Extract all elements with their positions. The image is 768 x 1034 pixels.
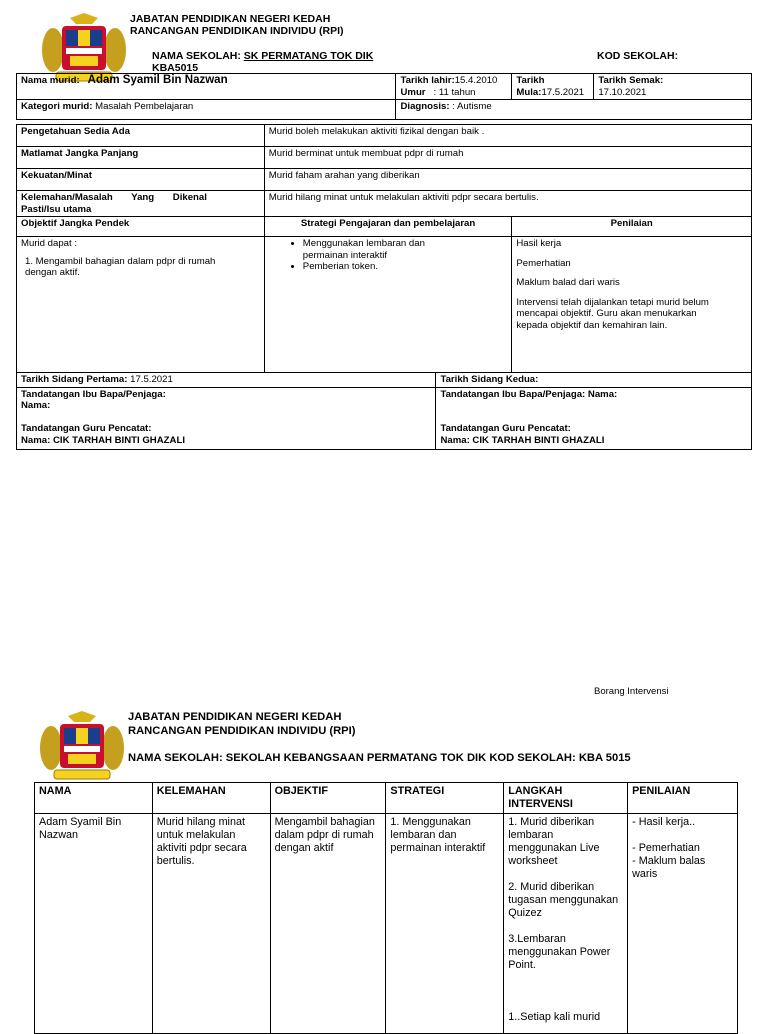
diagnosis-cell: Diagnosis: : Autisme xyxy=(396,100,752,120)
school-line: NAMA SEKOLAH: SEKOLAH KEBANGSAAN PERMATANG TOK DIK KOD SEKOLAH: KBA 5015 xyxy=(128,752,631,764)
department-title: JABATAN PENDIDIKAN NEGERI KEDAH xyxy=(130,13,331,25)
first-session-cell: Tarikh Sidang Pertama: 17.5.2021 xyxy=(17,373,436,388)
prior-knowledge-value: Murid boleh melakukan aktiviti fizikal dengan baik . xyxy=(264,125,751,147)
teacher-name: Nama: CIK TARHAH BINTI GHAZALI xyxy=(440,434,605,446)
student-name-cell: Adam Syamil Bin Nazwan xyxy=(35,814,153,1034)
objective-item: 1. Mengambil bahagian dalam pdpr di rumah dengan aktif. xyxy=(25,255,216,278)
weakness-cell: Murid hilang minat untuk melakulan aktiviti pdpr secara bertulis. xyxy=(152,814,270,1034)
school-name: SK PERMATANG TOK DIK xyxy=(243,50,374,62)
col-assessment-header: Penilaian xyxy=(512,217,752,237)
department-title: JABATAN PENDIDIKAN NEGERI KEDAH xyxy=(128,711,342,723)
strategy-item: • Menggunakan lembaran dan permainan interaktif xyxy=(303,238,468,261)
student-name-cell: Nama murid: Adam Syamil Bin Nazwan xyxy=(17,74,396,100)
start-date-cell: Tarikh Mula:17.5.2021 xyxy=(512,74,594,100)
strength-value: Murid faham arahan yang diberikan xyxy=(264,169,751,191)
strategy-cell: 1. Menggunakan lembaran dan permainan interaktif xyxy=(386,814,504,1034)
category-cell: Kategori murid: Masalah Pembelajaran xyxy=(17,100,396,120)
malaysia-coat-of-arms-icon xyxy=(38,710,126,782)
header-weakness: KELEMAHAN xyxy=(152,783,270,814)
form-title: Borang Intervensi xyxy=(594,686,669,697)
assessment-cell: - Hasil kerja.. - Pemerhatian - Maklum balas waris xyxy=(628,814,738,1034)
header-objective: OBJEKTIF xyxy=(270,783,386,814)
intervention-steps-cell xyxy=(504,814,628,1034)
col-objective-header: Objektif Jangka Pendek xyxy=(17,217,265,237)
strategy-cell xyxy=(264,237,512,373)
teacher-name: Nama: CIK TARHAH BINTI GHAZALI xyxy=(21,434,185,446)
intervention-step: 1..Setiap kali murid xyxy=(508,1011,601,1023)
strength-label: Kekuatan/Minat xyxy=(17,169,265,191)
assessment-cell: Hasil kerja Pemerhatian Maklum balad dari waris Intervensi telah dijalankan tetapi murid belum mencapai objektif. Guru akan menukarkan kepada objektif dan kemahiran lain. xyxy=(512,237,752,373)
signature-left-cell: Tandatangan Ibu Bapa/Penjaga: Nama: Tandatangan Guru Pencatat: Nama: CIK TARHAH BINTI GHAZALI xyxy=(17,387,436,449)
long-term-goal-value: Murid berminat untuk membuat pdpr di rumah xyxy=(264,147,751,169)
header-name: NAMA xyxy=(35,783,153,814)
school-code-value: KBA5015 xyxy=(152,62,199,74)
review-date-cell: Tarikh Semak: 17.10.2021 xyxy=(594,74,752,100)
strategy-item: • Pemberian token. xyxy=(303,261,468,273)
header-intervention-steps: LANGKAH INTERVENSI xyxy=(504,783,628,814)
weakness-label: Kelemahan/Masalah Yang Dikenal Pasti/Isu utama xyxy=(17,191,265,217)
intervention-step: 1. Murid diberikan lembaran menggunakan Live worksheet xyxy=(508,816,600,867)
plan-title: RANCANGAN PENDIDIKAN INDIVIDU (RPI) xyxy=(130,25,344,37)
school-code-label: KOD SEKOLAH: xyxy=(597,50,679,62)
student-name: Adam Syamil Bin Nazwan xyxy=(87,74,228,86)
col-strategy-header: Strategi Pengajaran dan pembelajaran xyxy=(264,217,512,237)
objective-cell: Mengambil bahagian dalam pdpr di rumah dengan aktif xyxy=(270,814,386,1034)
intervention-step: 2. Murid diberikan tugasan menggunakan Quizez xyxy=(508,881,619,919)
prior-knowledge-label: Pengetahuan Sedia Ada xyxy=(17,125,265,147)
school-label: NAMA SEKOLAH: SK PERMATANG TOK DIK xyxy=(152,50,374,62)
weakness-value: Murid hilang minat untuk melakulan aktiviti pdpr secara bertulis. xyxy=(264,191,751,217)
second-session-cell: Tarikh Sidang Kedua: xyxy=(436,373,752,388)
objective-cell: Murid dapat : 1. Mengambil bahagian dalam pdpr di rumah dengan aktif. xyxy=(17,237,265,373)
intervention-table xyxy=(34,782,738,1034)
signature-right-cell: Tandatangan Ibu Bapa/Penjaga: Nama: Tandatangan Guru Pencatat: Nama: CIK TARHAH BINTI GHAZALI xyxy=(436,387,752,449)
header-strategy: STRATEGI xyxy=(386,783,504,814)
dob-cell: Tarikh lahir:15.4.2010 Umur : 11 tahun xyxy=(396,74,512,100)
plan-title: RANCANGAN PENDIDIKAN INDIVIDU (RPI) xyxy=(128,725,356,737)
long-term-goal-label: Matlamat Jangka Panjang xyxy=(17,147,265,169)
rpi-info-table xyxy=(16,73,752,450)
intervention-step: 3.Lembaran menggunakan Power Point. xyxy=(508,933,611,971)
header-assessment: PENILAIAN xyxy=(628,783,738,814)
